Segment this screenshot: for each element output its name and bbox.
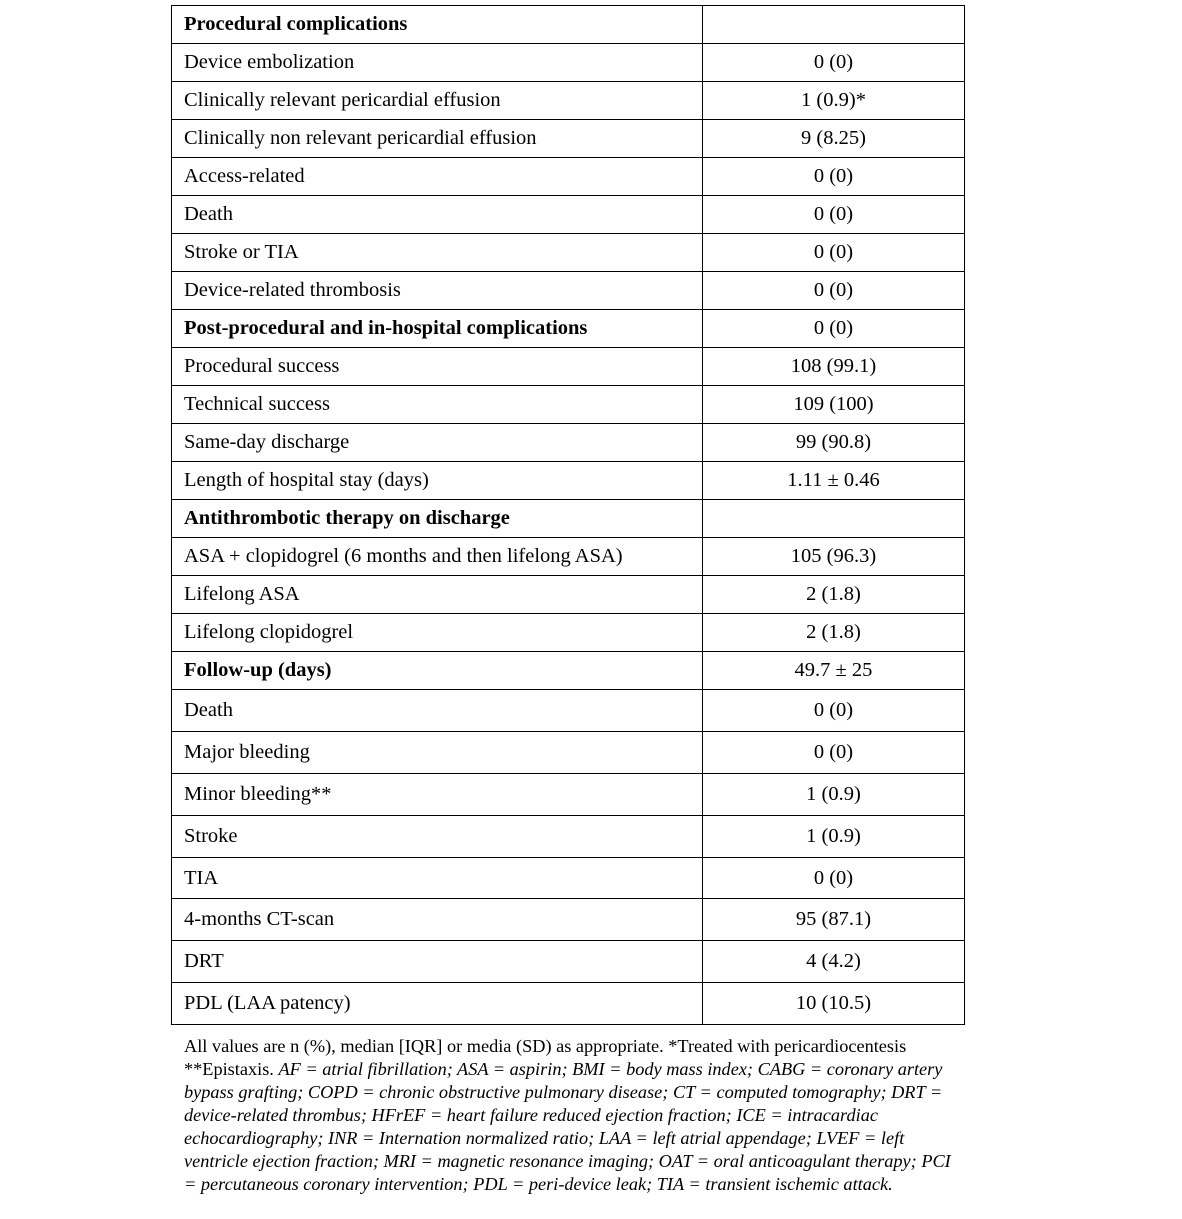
row-value: 4 (4.2) <box>703 941 965 983</box>
table-row <box>172 538 965 576</box>
row-value: 0 (0) <box>703 310 965 348</box>
table-row <box>172 941 965 983</box>
table-row <box>172 158 965 196</box>
row-label: Clinically non relevant pericardial effusion <box>172 120 703 158</box>
row-label: Length of hospital stay (days) <box>172 462 703 500</box>
row-label: Device-related thrombosis <box>172 272 703 310</box>
row-value: 105 (96.3) <box>703 538 965 576</box>
table-row <box>172 614 965 652</box>
row-label: Same-day discharge <box>172 424 703 462</box>
table-row <box>172 348 965 386</box>
section-heading: Follow-up (days) <box>172 652 703 690</box>
row-label: Lifelong clopidogrel <box>172 614 703 652</box>
row-value: 108 (99.1) <box>703 348 965 386</box>
footnote-text: All values are n (%), median [IQR] or media (SD) as appropriate. *Treated with pericardiocentesis **Epistaxis. <box>184 1036 907 1079</box>
row-value: 109 (100) <box>703 386 965 424</box>
row-label: Death <box>172 196 703 234</box>
table-row <box>172 82 965 120</box>
table-row <box>172 272 965 310</box>
row-value: 0 (0) <box>703 158 965 196</box>
row-label: ASA + clopidogrel (6 months and then lifelong ASA) <box>172 538 703 576</box>
table-row <box>172 899 965 941</box>
table-row <box>172 310 965 348</box>
outcomes-table <box>171 5 965 1025</box>
row-value: 0 (0) <box>703 234 965 272</box>
row-label: Clinically relevant pericardial effusion <box>172 82 703 120</box>
row-value: 1 (0.9)* <box>703 82 965 120</box>
table-row <box>172 774 965 816</box>
row-label: DRT <box>172 941 703 983</box>
row-value: 2 (1.8) <box>703 614 965 652</box>
row-label: Procedural success <box>172 348 703 386</box>
row-value <box>703 6 965 44</box>
row-value: 10 (10.5) <box>703 983 965 1025</box>
row-value: 0 (0) <box>703 690 965 732</box>
outcomes-table-body <box>172 6 965 1025</box>
row-value: 0 (0) <box>703 272 965 310</box>
row-value: 0 (0) <box>703 858 965 899</box>
row-value: 95 (87.1) <box>703 899 965 941</box>
row-label: Lifelong ASA <box>172 576 703 614</box>
row-value: 1 (0.9) <box>703 774 965 816</box>
table-row <box>172 652 965 690</box>
abbreviations-text: AF = atrial fibrillation; ASA = aspirin; BMI = body mass index; CABG = coronary artery bypass grafting; COPD = chronic obstructive pulmonary disease; CT = computed tomography; DRT = device-related thrombus; HFrEF = heart failure reduced ejection fraction; ICE = intracardiac echocardiography; INR = Internation normalized ratio; LAA = left atrial appendage; LVEF = left ventricle ejection fraction; MRI = magnetic resonance imaging; OAT = oral anticoagulant therapy; PCI = percutaneous coronary intervention; PDL = peri-device leak; TIA = transient ischemic attack. <box>184 1059 951 1194</box>
row-value: 1 (0.9) <box>703 816 965 858</box>
table-row <box>172 462 965 500</box>
table-row <box>172 576 965 614</box>
row-label: Minor bleeding** <box>172 774 703 816</box>
table-row <box>172 690 965 732</box>
table-row <box>172 120 965 158</box>
row-label: Stroke or TIA <box>172 234 703 272</box>
row-value: 2 (1.8) <box>703 576 965 614</box>
row-label: Death <box>172 690 703 732</box>
table-row <box>172 196 965 234</box>
row-label: Stroke <box>172 816 703 858</box>
row-value: 0 (0) <box>703 44 965 82</box>
table-row <box>172 234 965 272</box>
row-label: Major bleeding <box>172 732 703 774</box>
table-row <box>172 386 965 424</box>
row-value: 0 (0) <box>703 196 965 234</box>
table-row <box>172 424 965 462</box>
row-label: 4-months CT-scan <box>172 899 703 941</box>
row-label: PDL (LAA patency) <box>172 983 703 1025</box>
table-row <box>172 500 965 538</box>
table-row <box>172 816 965 858</box>
row-value <box>703 500 965 538</box>
section-heading: Antithrombotic therapy on discharge <box>172 500 703 538</box>
table-row <box>172 44 965 82</box>
table-row <box>172 732 965 774</box>
section-heading: Post-procedural and in-hospital complications <box>172 310 703 348</box>
row-value: 99 (90.8) <box>703 424 965 462</box>
row-value: 9 (8.25) <box>703 120 965 158</box>
row-label: Technical success <box>172 386 703 424</box>
row-label: Device embolization <box>172 44 703 82</box>
table-footnotes <box>184 1035 964 1196</box>
row-label: TIA <box>172 858 703 899</box>
section-heading: Procedural complications <box>172 6 703 44</box>
row-value: 49.7 ± 25 <box>703 652 965 690</box>
row-value: 0 (0) <box>703 732 965 774</box>
row-label: Access-related <box>172 158 703 196</box>
table-row <box>172 6 965 44</box>
row-value: 1.11 ± 0.46 <box>703 462 965 500</box>
table-row <box>172 858 965 899</box>
table-row <box>172 983 965 1025</box>
